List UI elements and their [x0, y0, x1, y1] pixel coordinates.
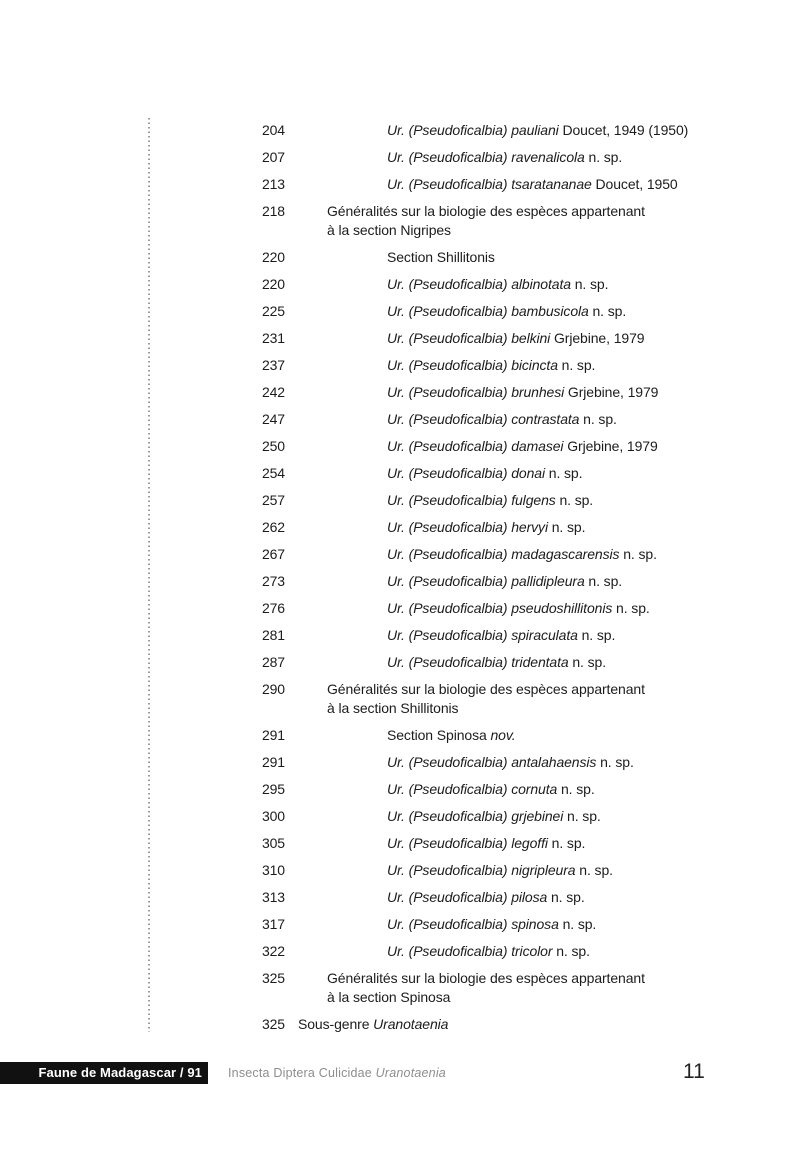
toc-entry — [157, 491, 757, 510]
toc-entry-text: Ur. (Pseudoficalbia) bicincta n. sp. — [387, 357, 596, 373]
toc-entry — [157, 807, 757, 826]
toc-entry-text: Généralités sur la biologie des espèces appartenant à la section Spinosa — [327, 970, 645, 1005]
toc-entry — [157, 653, 757, 672]
toc-entry-text: Ur. (Pseudoficalbia) spinosa n. sp. — [387, 916, 597, 932]
toc-entry-text: Ur. (Pseudoficalbia) pseudoshillitonis n. sp. — [387, 600, 650, 616]
toc-entry — [157, 626, 757, 645]
toc-entry-text: Généralités sur la biologie des espèces appartenant à la section Nigripes — [327, 203, 645, 238]
toc-page-number: 313 — [261, 889, 285, 905]
running-title-roman: Insecta Diptera Culicidae — [228, 1066, 372, 1080]
series-label-box — [0, 1062, 208, 1084]
toc-entry-text: Ur. (Pseudoficalbia) cornuta n. sp. — [387, 781, 595, 797]
toc-entry — [157, 861, 757, 880]
toc-entry-text: Ur. (Pseudoficalbia) antalahaensis n. sp. — [387, 754, 634, 770]
toc-page-number: 310 — [261, 862, 285, 878]
toc-page-number: 231 — [261, 330, 285, 346]
toc-entry — [157, 726, 757, 745]
toc-entry-text: Ur. (Pseudoficalbia) brunhesi Grjebine, 1979 — [387, 384, 659, 400]
toc-entry-text: Ur. (Pseudoficalbia) grjebinei n. sp. — [387, 808, 601, 824]
toc-entry — [157, 572, 757, 591]
toc-entry-text: Ur. (Pseudoficalbia) spiraculata n. sp. — [387, 627, 616, 643]
toc-page-number: 220 — [261, 249, 285, 265]
toc-page-number: 295 — [261, 781, 285, 797]
toc-page-number: 291 — [261, 727, 285, 743]
toc-entry-text: Ur. (Pseudoficalbia) contrastata n. sp. — [387, 411, 617, 427]
toc-page-number: 305 — [261, 835, 285, 851]
toc-page-number: 254 — [261, 465, 285, 481]
toc-entry — [157, 410, 757, 429]
toc-entry — [157, 302, 757, 321]
toc-page-number: 237 — [261, 357, 285, 373]
toc-entry-text: Ur. (Pseudoficalbia) tridentata n. sp. — [387, 654, 607, 670]
toc-entry-text: Ur. (Pseudoficalbia) legoffi n. sp. — [387, 835, 586, 851]
toc-entry — [157, 834, 757, 853]
toc-entry-text: Ur. (Pseudoficalbia) bambusicola n. sp. — [387, 303, 627, 319]
toc-entry-text: Ur. (Pseudoficalbia) albinotata n. sp. — [387, 276, 609, 292]
toc-entry — [157, 680, 757, 718]
toc-entry — [157, 969, 757, 1007]
toc-entry-text: Section Shillitonis — [387, 249, 495, 265]
toc-entry — [157, 545, 757, 564]
toc-page-number: 291 — [261, 754, 285, 770]
toc-entry-text: Généralités sur la biologie des espèces appartenant à la section Shillitonis — [327, 681, 645, 716]
toc-entry-text: Sous-genre Uranotaenia — [298, 1016, 449, 1032]
toc-entry-text: Ur. (Pseudoficalbia) damasei Grjebine, 1979 — [387, 438, 658, 454]
toc-entry — [157, 275, 757, 294]
toc-entry — [157, 175, 757, 194]
toc-page-number: 220 — [261, 276, 285, 292]
toc-entry-text: Ur. (Pseudoficalbia) pauliani Doucet, 1949 (1950) — [387, 122, 689, 138]
toc-entry-text: Ur. (Pseudoficalbia) pallidipleura n. sp. — [387, 573, 623, 589]
toc-page-number: 267 — [261, 546, 285, 562]
toc-entry-text: Ur. (Pseudoficalbia) fulgens n. sp. — [387, 492, 594, 508]
toc-entry — [157, 121, 757, 140]
toc-entry-text: Ur. (Pseudoficalbia) pilosa n. sp. — [387, 889, 585, 905]
toc-entry — [157, 1015, 757, 1034]
toc-entry — [157, 599, 757, 618]
toc-entry-text: Ur. (Pseudoficalbia) ravenalicola n. sp. — [387, 149, 623, 165]
toc-page-number: 276 — [261, 600, 285, 616]
toc-page-number: 325 — [261, 1016, 285, 1032]
toc-entry-text: Ur. (Pseudoficalbia) tsaratananae Doucet, 1950 — [387, 176, 678, 192]
dotted-rule — [148, 118, 150, 1032]
toc-page-number: 290 — [261, 681, 285, 697]
toc-entry — [157, 888, 757, 907]
toc-page-number: 317 — [261, 916, 285, 932]
toc-list — [157, 121, 757, 1042]
toc-page-number: 287 — [261, 654, 285, 670]
toc-entry — [157, 464, 757, 483]
toc-entry — [157, 518, 757, 537]
toc-page-number: 225 — [261, 303, 285, 319]
toc-entry-text: Section Spinosa nov. — [387, 727, 516, 743]
folio-page-number: 11 — [683, 1060, 705, 1083]
toc-entry — [157, 437, 757, 456]
toc-page-number: 213 — [261, 176, 285, 192]
running-title — [228, 1062, 446, 1084]
toc-page-number: 257 — [261, 492, 285, 508]
toc-entry — [157, 942, 757, 961]
toc-entry — [157, 148, 757, 167]
toc-entry — [157, 329, 757, 348]
series-label: Faune de Madagascar / 91 — [38, 1065, 202, 1080]
toc-entry — [157, 248, 757, 267]
running-title-italic: Uranotaenia — [375, 1066, 446, 1080]
toc-entry-text: Ur. (Pseudoficalbia) belkini Grjebine, 1979 — [387, 330, 645, 346]
toc-page-number: 247 — [261, 411, 285, 427]
toc-entry-text: Ur. (Pseudoficalbia) madagascarensis n. sp. — [387, 546, 657, 562]
toc-page-number: 300 — [261, 808, 285, 824]
toc-entry-text: Ur. (Pseudoficalbia) nigripleura n. sp. — [387, 862, 613, 878]
toc-page-number: 281 — [261, 627, 285, 643]
toc-entry — [157, 753, 757, 772]
toc-entry-text: Ur. (Pseudoficalbia) donai n. sp. — [387, 465, 583, 481]
toc-page-number: 242 — [261, 384, 285, 400]
toc-page-number: 273 — [261, 573, 285, 589]
toc-entry — [157, 383, 757, 402]
toc-entry — [157, 202, 757, 240]
toc-page-number: 262 — [261, 519, 285, 535]
toc-entry-text: Ur. (Pseudoficalbia) hervyi n. sp. — [387, 519, 586, 535]
toc-entry — [157, 780, 757, 799]
toc-page-number: 250 — [261, 438, 285, 454]
toc-entry — [157, 915, 757, 934]
toc-page-number: 325 — [261, 970, 285, 986]
toc-page-number: 322 — [261, 943, 285, 959]
toc-page-number: 218 — [261, 203, 285, 219]
toc-page-number: 204 — [261, 122, 285, 138]
toc-page-number: 207 — [261, 149, 285, 165]
toc-entry — [157, 356, 757, 375]
toc-entry-text: Ur. (Pseudoficalbia) tricolor n. sp. — [387, 943, 590, 959]
